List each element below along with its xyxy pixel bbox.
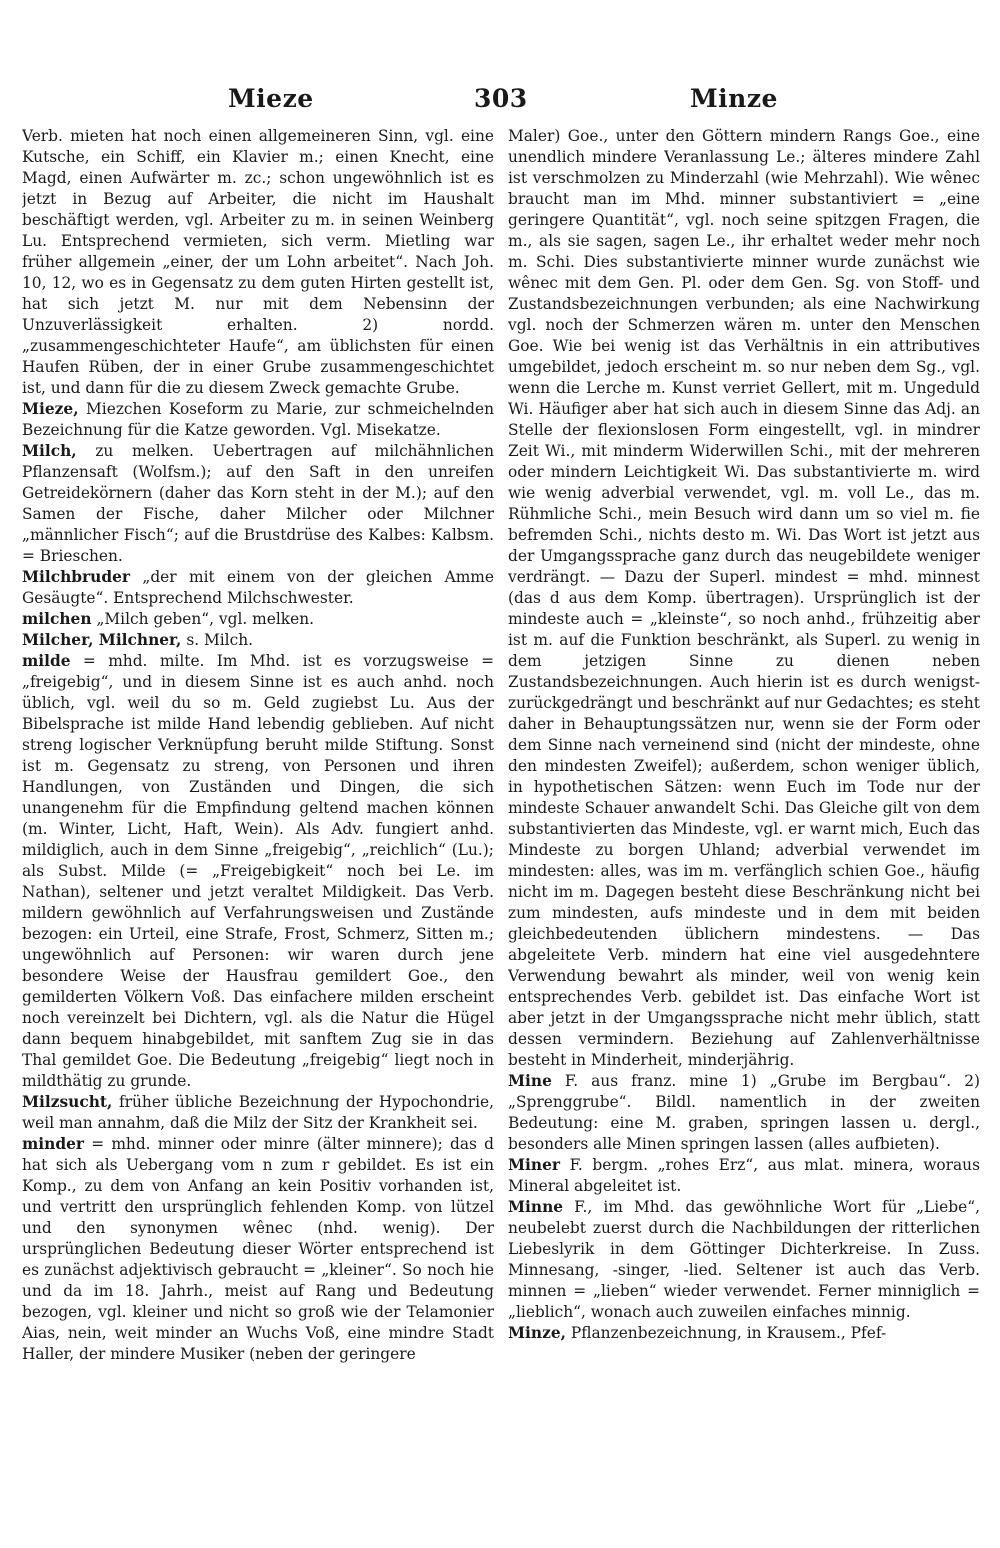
entry xyxy=(22,630,494,651)
entry-text: „Milch geben“, vgl. melken. xyxy=(96,610,315,628)
entry-lemma: Minne xyxy=(508,1198,564,1216)
entry xyxy=(22,399,494,441)
left-running-headword: Mieze xyxy=(228,84,314,113)
entry xyxy=(508,1155,980,1197)
entry-lemma: minder xyxy=(22,1135,84,1153)
entry-text: Maler) Goe., unter den Göttern mindern Rangs Goe., eine unendlich mindere Veranlassung Le.; älteres mindere Zahl ist verschmolzen zu Minderzahl (wie Mehrzahl). Wie wênec braucht man im Mhd. minner substantiviert = „eine geringere Quantität“, vgl. noch seine spitzgen Fragen, die m., als sie sagen, sagen Le., ihr erhaltet weder mehr noch m. Schi. Dies substantivierte minner wurde zunächst wie wênec mit dem Gen. Pl. oder dem Gen. Sg. von Stoff- und Zustandsbezeichnungen verbunden; als eine Nachwirkung vgl. noch der Schmerzen wären m. unter den Menschen Goe. Wie bei wenig ist das Verhältnis in ein attributives umgebildet, jedoch erscheint m. so nur neben dem Sg., vgl. wenn die Lerche m. Kunst verriet Gellert, mit m. Ungeduld Wi. Häufiger aber hat sich auch in diesem Sinne das Adj. an Stelle der flexionslosen Form eingestellt, vgl. in mindrer Zeit Wi., mit minderm Widerwillen Schi., mit der mehreren oder mindern Leichtigkeit Wi. Das substantivierte m. wird wie wenig adverbial verwendet, vgl. m. voll Le., das m. Rühmliche Schi., mein Besuch wird dann um so viel m. fie befremden Schi., nichts desto m. Wi. Das Wort ist jetzt aus der Umgangssprache ganz durch das neugebildete weniger verdrängt. — Dazu der Superl. mindest = mhd. minnest (das d aus dem Komp. übertragen). Ursprünglich ist der mindeste auch = „kleinste“, so noch anhd., frühzeitig aber ist m. auf die Funktion beschränkt, als Superl. zu wenig in dem jetzigen Sinne zu dienen neben Zustandsbezeichnungen. Auch hierin ist es durch wenigst- zurückgedrängt und beschränkt auf nur Gedachtes; es steht daher in Behauptungssätzen nur, wenn sie der Form oder dem Sinne nach verneinend sind (nicht der mindeste, ohne den mindesten Zweifel); außerdem, schon weniger üblich, in hypothetischen Sätzen: wenn Euch im Tode nur der mindeste Schauer anwandelt Schi. Das Gleiche gilt von dem substantivierten das Mindeste, vgl. er warnt mich, Euch das Mindeste zu borgen Uhland; adverbial verwendet im mindesten: alles, was im m. verfänglich schien Goe., häufig nicht im m. Dagegen besteht diese Beschränkung nicht bei zum mindesten, aufs mindeste und in dem mit beiden gleichbedeutenden üblichern mindestens. — Das abgeleitete Verb. mindern hat eine viel ausgedehntere Verwendung bewahrt als minder, weil von wenig kein entsprechendes Verb. gebildet ist. Das einfache Wort ist aber jetzt in der Umgangssprache nicht mehr üblich, statt dessen vermindern. Beziehung auf Zahlenverhältnisse besteht in Minderheit, minderjährig. xyxy=(508,127,980,1069)
right-running-headword: Minze xyxy=(690,84,778,113)
entry-lemma: Milcher, Milchner, xyxy=(22,631,182,649)
entry-text: früher übliche Bezeichnung der Hypochondrie, weil man annahm, daß die Milz der Sitz der Krankheit sei. xyxy=(22,1093,494,1132)
entry xyxy=(508,1323,980,1344)
page-number: 303 xyxy=(474,84,528,113)
entry xyxy=(22,441,494,567)
entry xyxy=(22,126,494,399)
entry xyxy=(22,609,494,630)
entry-text: Pflanzenbezeichnung, in Krausem., Pfef- xyxy=(570,1324,887,1342)
entry-lemma: Mine xyxy=(508,1072,552,1090)
entry-text: F. bergm. „rohes Erz“, aus mlat. minera, woraus Mineral abgeleitet ist. xyxy=(508,1156,980,1195)
entry-text: zu melken. Uebertragen auf milchähnlichen Pflanzensaft (Wolfsm.); auf den Saft in den unreifen Getreidekörnern (daher das Korn steht in der M.); auf den Samen der Fische, daher Milcher oder Milchner „männlicher Fisch“; auf die Brustdrüse des Kalbes: Kalbsm. = Brieschen. xyxy=(22,442,494,565)
entry xyxy=(508,126,980,1071)
entry-lemma: Milzsucht, xyxy=(22,1093,113,1111)
entry xyxy=(22,567,494,609)
entry-text: F. aus franz. mine 1) „Grube im Bergbau“. 2) „Sprenggrube“. Bildl. namentlich in der zweiten Bedeutung: eine M. graben, springen lassen u. dergl., besonders alle Minen springen lassen (alles aufbieten). xyxy=(508,1072,980,1153)
entry-lemma: Mieze, xyxy=(22,400,79,418)
entry-lemma: Milch, xyxy=(22,442,77,460)
left-column xyxy=(22,126,494,1526)
entry-text: s. Milch. xyxy=(186,631,254,649)
entry xyxy=(508,1071,980,1155)
entry-lemma: Minze, xyxy=(508,1324,566,1342)
entry-text: = mhd. milte. Im Mhd. ist es vorzugsweise = „freigebig“, und in diesem Sinne ist es auch anhd. noch üblich, vgl. weil du so m. Geld zugiebst Lu. Aus der Bibelsprache ist milde Hand lebendig geblieben. Auf nicht streng logischer Verknüpfung beruht milde Stiftung. Sonst ist m. Gegensatz zu streng, von Personen und ihren Handlungen, von Zuständen und Dingen, die sich unangenehm für die Empfindung geltend machen können (m. Winter, Licht, Haft, Wein). Als Adv. fungiert anhd. mildiglich, auch in dem Sinne „freigebig“, „reichlich“ (Lu.); als Subst. Milde (= „Freigebigkeit“ noch bei Le. im Nathan), seltener und jetzt veraltet Mildigkeit. Das Verb. mildern gewöhnlich auf Verfahrungsweisen und Zustände bezogen: ein Urteil, eine Strafe, Frost, Schmerz, Sitten m.; ungewöhnlich auf Personen: wir waren durch jene besondere Weise der Hausfrau gemildert Goe., den gemilderten Völkern Voß. Das einfachere milden erscheint noch vereinzelt bei Dichtern, vgl. als die Natur die Hügel dann bequem hinabgebildet, mit sanftem Zug sie in das Thal gemildet Goe. Die Bedeutung „freigebig“ liegt noch in mildthätig zu grunde. xyxy=(22,652,494,1090)
entry-lemma: Miner xyxy=(508,1156,560,1174)
entry-lemma: milde xyxy=(22,652,71,670)
entry-lemma: milchen xyxy=(22,610,92,628)
right-column xyxy=(508,126,980,1526)
entry xyxy=(22,1092,494,1134)
entry xyxy=(22,651,494,1092)
entry-text: Miezchen Koseform zu Marie, zur schmeichelnden Bezeichnung für die Katze geworden. Vgl. Misekatze. xyxy=(22,400,494,439)
entry-text: F., im Mhd. das gewöhnliche Wort für „Liebe“, neubelebt zuerst durch die Nachbildungen der ritterlichen Liebeslyrik in dem Göttinger Dichterkreise. In Zuss. Minnesang, -singer, -lied. Seltener ist auch das Verb. minnen = „lieben“ wieder verwendet. Ferner minniglich = „lieblich“, wonach auch zuweilen einfaches minnig. xyxy=(508,1198,980,1321)
entry-text: Verb. mieten hat noch einen allgemeineren Sinn, vgl. eine Kutsche, ein Schiff, ein Klavier m.; einen Knecht, eine Magd, einen Aufwärter m. zc.; schon ungewöhnlich ist es jetzt in Bezug auf Arbeiter, die nicht im Haushalt beschäftigt werden, vgl. Arbeiter zu m. in seinen Weinberg Lu. Entsprechend vermieten, sich verm. Mietling war früher allgemein „einer, der um Lohn arbeitet“. Nach Joh. 10, 12, wo es in Gegensatz zu dem guten Hirten gestellt ist, hat sich jetzt M. nur mit dem Nebensinn der Unzuverlässigkeit erhalten. 2) nordd. „zusammengeschichteter Haufe“, am üblichsten für einen Haufen Rüben, der in einer Grube zusammengeschichtet ist, und dann für die zu diesem Zweck gemachte Grube. xyxy=(22,127,494,397)
entry-lemma: Milchbruder xyxy=(22,568,131,586)
entry-text: „der mit einem von der gleichen Amme Gesäugte“. Entsprechend Milchschwester. xyxy=(22,568,494,607)
entry xyxy=(508,1197,980,1323)
entry xyxy=(22,1134,494,1365)
page-header xyxy=(0,84,1000,124)
entry-text: = mhd. minner oder minre (älter minnere); das d hat sich als Uebergang vom n zum r gebildet. Es ist ein Komp., zu dem von Anfang an kein Positiv vorhanden ist, und vertritt den ursprünglich fehlenden Komp. von lützel und den synonymen wênec (nhd. wenig). Der ursprünglichen Bedeutung dieser Wörter entsprechend ist es zunächst adjektivisch gebraucht = „kleiner“. So noch hie und da im 18. Jahrh., meist auf Rang und Bedeutung bezogen, vgl. kleiner und nicht so groß wie der Telamonier Aias, nein, weit minder an Wuchs Voß, eine mindre Stadt Haller, der mindere Musiker (neben der geringere xyxy=(22,1135,494,1363)
